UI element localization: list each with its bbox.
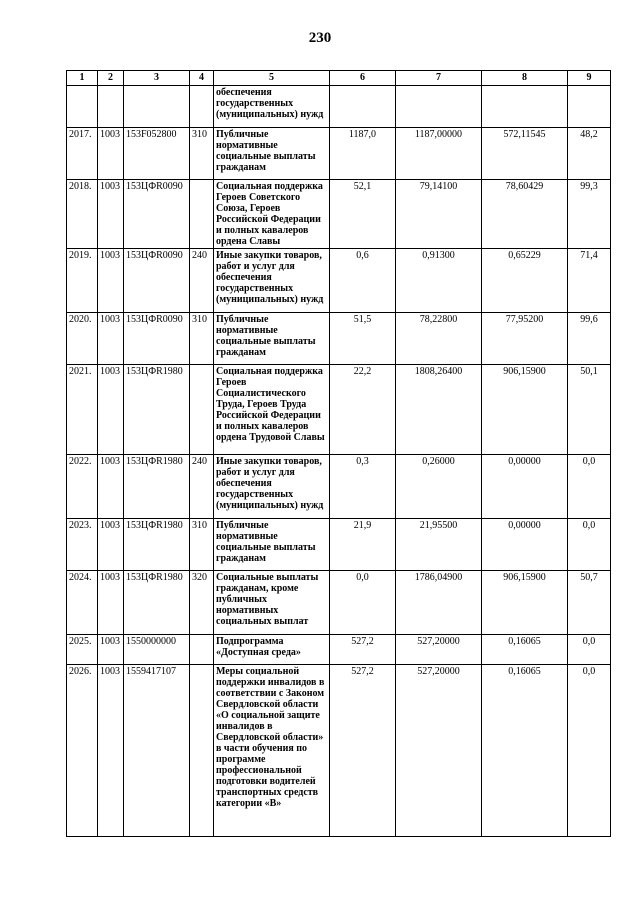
executed-amount-cell: 77,95200: [482, 313, 568, 365]
expense-type-cell: 310: [190, 128, 214, 180]
expense-type-cell: 240: [190, 455, 214, 519]
section-code-cell: 1003: [98, 455, 124, 519]
page-number: 230: [308, 30, 332, 46]
section-code-cell: 1003: [98, 128, 124, 180]
column-header: 9: [568, 71, 611, 86]
column-header: 2: [98, 71, 124, 86]
item-name-cell: Социальная поддержка Героев Советского Союза, Героев Российской Федерации и полных кавалеров ордена Славы: [214, 180, 330, 249]
executed-amount-cell: 0,65229: [482, 249, 568, 313]
expense-type-cell: [190, 86, 214, 128]
planned-amount-cell: 22,2: [330, 365, 396, 455]
table-row: [67, 86, 611, 128]
table-row: [67, 455, 611, 519]
item-name-cell: Иные закупки товаров, работ и услуг для обеспечения государственных (муниципальных) нужд: [214, 249, 330, 313]
target-article-cell: 1550000000: [124, 635, 190, 665]
approved-amount-cell: 0,26000: [396, 455, 482, 519]
section-code-cell: 1003: [98, 365, 124, 455]
row-number-cell: [67, 86, 98, 128]
section-code-cell: 1003: [98, 519, 124, 571]
expense-type-cell: 310: [190, 313, 214, 365]
execution-percent-cell: 99,6: [568, 313, 611, 365]
table-row: [67, 519, 611, 571]
approved-amount-cell: 79,14100: [396, 180, 482, 249]
planned-amount-cell: 0,0: [330, 571, 396, 635]
executed-amount-cell: 0,00000: [482, 519, 568, 571]
column-header: 3: [124, 71, 190, 86]
row-number-cell: 2020.: [67, 313, 98, 365]
table-row: [67, 665, 611, 837]
table-row: [67, 128, 611, 180]
planned-amount-cell: 52,1: [330, 180, 396, 249]
target-article-cell: 153ЦФR0090: [124, 313, 190, 365]
row-number-cell: 2018.: [67, 180, 98, 249]
item-name-cell: Публичные нормативные социальные выплаты гражданам: [214, 519, 330, 571]
execution-percent-cell: 50,7: [568, 571, 611, 635]
planned-amount-cell: 0,6: [330, 249, 396, 313]
executed-amount-cell: 906,15900: [482, 571, 568, 635]
item-name-cell: Публичные нормативные социальные выплаты гражданам: [214, 128, 330, 180]
section-code-cell: 1003: [98, 571, 124, 635]
row-number-cell: 2025.: [67, 635, 98, 665]
expense-type-cell: 320: [190, 571, 214, 635]
approved-amount-cell: 1808,26400: [396, 365, 482, 455]
item-name-cell: Подпрограмма «Доступная среда»: [214, 635, 330, 665]
planned-amount-cell: 527,2: [330, 665, 396, 837]
column-header: 6: [330, 71, 396, 86]
target-article-cell: 153ЦФR1980: [124, 455, 190, 519]
table-row: [67, 313, 611, 365]
executed-amount-cell: 906,15900: [482, 365, 568, 455]
execution-percent-cell: 48,2: [568, 128, 611, 180]
planned-amount-cell: 1187,0: [330, 128, 396, 180]
column-header: 1: [67, 71, 98, 86]
approved-amount-cell: 0,91300: [396, 249, 482, 313]
row-number-cell: 2021.: [67, 365, 98, 455]
section-code-cell: 1003: [98, 180, 124, 249]
target-article-cell: 153ЦФR0090: [124, 180, 190, 249]
planned-amount-cell: 51,5: [330, 313, 396, 365]
expense-type-cell: [190, 365, 214, 455]
execution-percent-cell: 71,4: [568, 249, 611, 313]
approved-amount-cell: 1187,00000: [396, 128, 482, 180]
execution-percent-cell: 0,0: [568, 519, 611, 571]
executed-amount-cell: 0,16065: [482, 635, 568, 665]
table-row: [67, 249, 611, 313]
section-code-cell: 1003: [98, 249, 124, 313]
expense-type-cell: 240: [190, 249, 214, 313]
column-header: 5: [214, 71, 330, 86]
approved-amount-cell: 527,20000: [396, 635, 482, 665]
execution-percent-cell: [568, 86, 611, 128]
item-name-cell: Социальные выплаты гражданам, кроме публичных нормативных социальных выплат: [214, 571, 330, 635]
target-article-cell: 153ЦФR1980: [124, 365, 190, 455]
approved-amount-cell: 1786,04900: [396, 571, 482, 635]
row-number-cell: 2019.: [67, 249, 98, 313]
planned-amount-cell: 527,2: [330, 635, 396, 665]
item-name-cell: Меры социальной поддержки инвалидов в соответствии с Законом Свердловской области «О социальной защите инвалидов в Свердловской области» в части обучения по программе профессиональной подготовки водителей транспортных средств категории «В»: [214, 665, 330, 837]
approved-amount-cell: 21,95500: [396, 519, 482, 571]
section-code-cell: [98, 86, 124, 128]
executed-amount-cell: 572,11545: [482, 128, 568, 180]
item-name-cell: Публичные нормативные социальные выплаты гражданам: [214, 313, 330, 365]
item-name-cell: Социальная поддержка Героев Социалистического Труда, Героев Труда Российской Федерации и полных кавалеров ордена Трудовой Славы: [214, 365, 330, 455]
execution-percent-cell: 0,0: [568, 665, 611, 837]
section-code-cell: 1003: [98, 635, 124, 665]
table-row: [67, 571, 611, 635]
budget-table: [66, 70, 611, 837]
planned-amount-cell: 21,9: [330, 519, 396, 571]
column-header: 7: [396, 71, 482, 86]
row-number-cell: 2023.: [67, 519, 98, 571]
column-header: 8: [482, 71, 568, 86]
execution-percent-cell: 0,0: [568, 635, 611, 665]
table-row: [67, 180, 611, 249]
approved-amount-cell: 78,22800: [396, 313, 482, 365]
expense-type-cell: [190, 665, 214, 837]
expense-type-cell: [190, 180, 214, 249]
table-header-row: [67, 71, 611, 86]
target-article-cell: 153ЦФR0090: [124, 249, 190, 313]
approved-amount-cell: [396, 86, 482, 128]
approved-amount-cell: 527,20000: [396, 665, 482, 837]
executed-amount-cell: [482, 86, 568, 128]
item-name-cell: обеспечения государственных (муниципальных) нужд: [214, 86, 330, 128]
planned-amount-cell: [330, 86, 396, 128]
column-header: 4: [190, 71, 214, 86]
executed-amount-cell: 0,16065: [482, 665, 568, 837]
target-article-cell: 153ЦФR1980: [124, 519, 190, 571]
section-code-cell: 1003: [98, 665, 124, 837]
planned-amount-cell: 0,3: [330, 455, 396, 519]
table-row: [67, 635, 611, 665]
row-number-cell: 2024.: [67, 571, 98, 635]
execution-percent-cell: 0,0: [568, 455, 611, 519]
executed-amount-cell: 78,60429: [482, 180, 568, 249]
section-code-cell: 1003: [98, 313, 124, 365]
row-number-cell: 2022.: [67, 455, 98, 519]
target-article-cell: 153ЦФR1980: [124, 571, 190, 635]
execution-percent-cell: 50,1: [568, 365, 611, 455]
executed-amount-cell: 0,00000: [482, 455, 568, 519]
table-row: [67, 365, 611, 455]
row-number-cell: 2026.: [67, 665, 98, 837]
item-name-cell: Иные закупки товаров, работ и услуг для обеспечения государственных (муниципальных) нужд: [214, 455, 330, 519]
execution-percent-cell: 99,3: [568, 180, 611, 249]
target-article-cell: [124, 86, 190, 128]
target-article-cell: 153F052800: [124, 128, 190, 180]
expense-type-cell: 310: [190, 519, 214, 571]
expense-type-cell: [190, 635, 214, 665]
row-number-cell: 2017.: [67, 128, 98, 180]
target-article-cell: 1559417107: [124, 665, 190, 837]
